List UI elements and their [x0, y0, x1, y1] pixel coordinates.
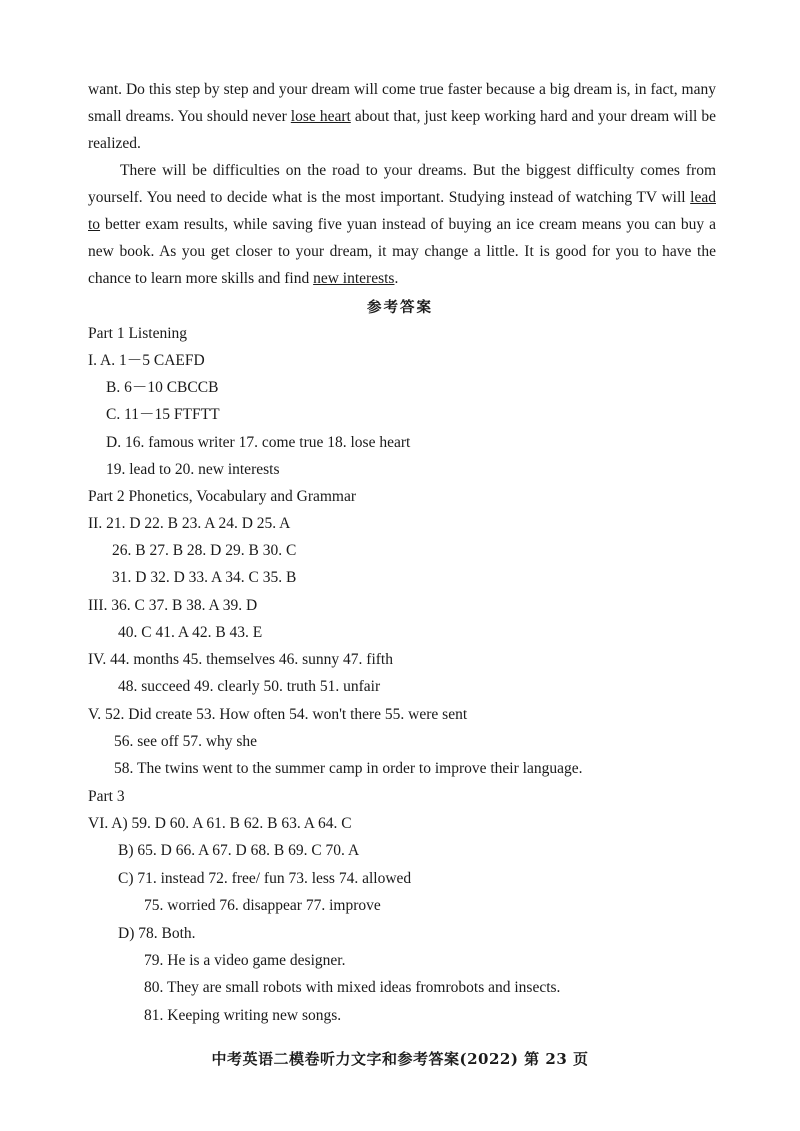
answer-line: IV. 44. months 45. themselves 46. sunny 47. fifth	[88, 651, 393, 668]
answer-line: V. 52. Did create 53. How often 54. won't there 55. were sent	[88, 706, 468, 723]
text-segment: There will be difficulties on the road to your dreams. But the biggest difficulty comes from yourself. You need to decide what is the most important. Studying instead of watching TV will	[88, 162, 716, 206]
page-footer: 中考英语二模卷听力文字和参考答案(2022) 第 23 页	[211, 1050, 589, 1068]
passage-paragraph-1	[88, 76, 716, 157]
answer-line: 31. D 32. D 33. A 34. C 35. B	[112, 569, 297, 586]
answer-line: B) 65. D 66. A 67. D 68. B 69. C 70. A	[118, 842, 360, 859]
answer-line: 48. succeed 49. clearly 50. truth 51. unfair	[118, 678, 381, 695]
answer-line: 75. worried 76. disappear 77. improve	[144, 897, 381, 914]
text-segment: about that, just keep working hard and your dream will be realized.	[88, 108, 717, 152]
underlined-phrase: new interests	[313, 270, 395, 287]
answer-line: 19. lead to 20. new interests	[106, 461, 280, 478]
answer-line: 26. B 27. B 28. D 29. B 30. C	[112, 542, 297, 559]
answer-line: 40. C 41. A 42. B 43. E	[118, 624, 263, 641]
answer-line: B. 6－10 CBCCB	[106, 379, 219, 396]
text-segment: better exam results, while saving five yuan instead of buying an ice cream means you can buy a new book. As you get closer to your dream, it may change a little. It is good for you to have the chance to learn more skills and find	[88, 216, 716, 287]
answer-line: III. 36. C 37. B 38. A 39. D	[88, 597, 258, 614]
answer-line: D) 78. Both.	[118, 925, 196, 942]
answer-line: 58. The twins went to the summer camp in order to improve their language.	[114, 760, 583, 777]
underlined-phrase: lose heart	[290, 108, 351, 125]
answer-line: C. 11－15 FTFTT	[106, 406, 220, 423]
answers-heading: 参考答案	[367, 300, 433, 316]
answer-line: 80. They are small robots with mixed ideas fromrobots and insects.	[144, 979, 561, 996]
part-3-heading: Part 3	[88, 788, 125, 805]
answer-line: C) 71. instead 72. free/ fun 73. less 74. allowed	[118, 870, 412, 887]
passage-paragraph-2	[88, 157, 716, 292]
answer-line: II. 21. D 22. B 23. A 24. D 25. A	[88, 515, 291, 532]
answer-line: 79. He is a video game designer.	[144, 952, 346, 969]
part-2-heading: Part 2 Phonetics, Vocabulary and Grammar	[88, 488, 357, 505]
answer-line: 81. Keeping writing new songs.	[144, 1007, 342, 1024]
text-segment: .	[394, 270, 399, 287]
answer-line: D. 16. famous writer 17. come true 18. lose heart	[106, 434, 411, 451]
answer-line: I. A. 1－5 CAEFD	[88, 352, 205, 369]
listening-passage	[88, 76, 716, 292]
part-1-heading: Part 1 Listening	[88, 325, 188, 342]
answer-line: 56. see off 57. why she	[114, 733, 258, 750]
text-segment: want. Do this step by step and your dream will come true faster because a big dream is, in fact, many small dreams. You should never	[88, 81, 716, 125]
answer-line: VI. A) 59. D 60. A 61. B 62. B 63. A 64. C	[88, 815, 352, 832]
underlined-phrase: lead to	[88, 189, 716, 233]
